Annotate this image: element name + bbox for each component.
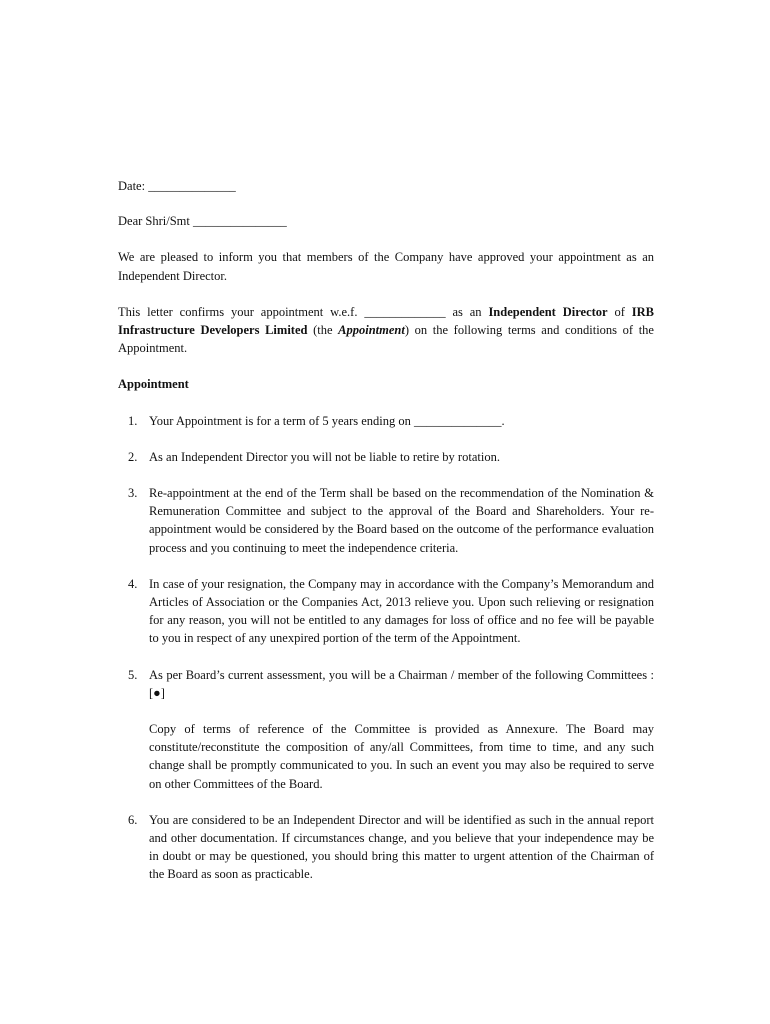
term-item-5 xyxy=(118,666,654,793)
term-text: As an Independent Director you will not be liable to retire by rotation. xyxy=(149,449,500,464)
term-number: 4. xyxy=(128,576,138,591)
term-item-2 xyxy=(118,448,654,466)
term-number: 5. xyxy=(128,667,138,682)
date-line: Date: ______________ xyxy=(118,179,236,193)
confirm-text-1: This letter confirms your appointment w.e.f. _____________ as an xyxy=(118,304,489,319)
intro-paragraph: We are pleased to inform you that members of the Company have approved your appointment as an Independent Director. xyxy=(118,250,654,283)
defined-term: Appointment xyxy=(338,323,405,338)
section-heading: Appointment xyxy=(118,377,189,392)
term-number: 1. xyxy=(128,413,138,428)
term-item-4 xyxy=(118,575,654,648)
term-item-6 xyxy=(118,811,654,884)
term-text: Re-appointment at the end of the Term shall be based on the recommendation of the Nomination & Remuneration Committee and subject to the approval of the Board and Shareholders. Your re-appointment would be considered by the Board based on the outcome of the performance evaluation process and you continuing to meet the independence criteria. xyxy=(149,486,654,555)
term-number: 2. xyxy=(128,449,138,464)
term-text: As per Board’s current assessment, you will be a Chairman / member of the following Committees : [●] xyxy=(149,667,654,700)
term-item-1 xyxy=(118,412,654,430)
company-name: IRB Infrastructure Developers Limited xyxy=(118,304,655,338)
term-number: 6. xyxy=(128,812,138,827)
term-text: In case of your resignation, the Company may in accordance with the Company’s Memorandum and Articles of Association or the Companies Act, 2013 relieve you. Upon such relieving or resignation for any reason, you will not be entitled to any damages for loss of office and no fee will be payable to you in respect of any unexpired portion of the term of the Appointment. xyxy=(149,576,654,646)
confirmation-paragraph xyxy=(118,303,654,358)
confirm-text-2: of xyxy=(607,304,632,319)
confirm-text-4: ) on the following terms and conditions of the Appointment. xyxy=(118,323,654,356)
term-number: 3. xyxy=(128,486,138,501)
term-sub-paragraph: Copy of terms of reference of the Committee is provided as Annexure. The Board may constitute/reconstitute the composition of any/all Committees, from time to time, and any such change shall be promptly communicated to you. In such an event you may also be required to serve on other Committees of the Board. xyxy=(149,722,654,791)
terms-list xyxy=(118,412,654,884)
term-item-3 xyxy=(118,484,654,557)
role-title: Independent Director xyxy=(488,304,608,319)
term-text: Your Appointment is for a term of 5 years ending on ______________. xyxy=(149,413,505,428)
confirm-text-3: (the xyxy=(307,323,339,338)
letter-page xyxy=(118,177,654,902)
salutation: Dear Shri/Smt _______________ xyxy=(118,214,287,229)
term-text: You are considered to be an Independent Director and will be identified as such in the annual report and other documentation. If circumstances change, and you believe that your independence may be in doubt or may be questioned, you should bring this matter to urgent attention of the Chairman of the Board as soon as practicable. xyxy=(149,812,654,882)
